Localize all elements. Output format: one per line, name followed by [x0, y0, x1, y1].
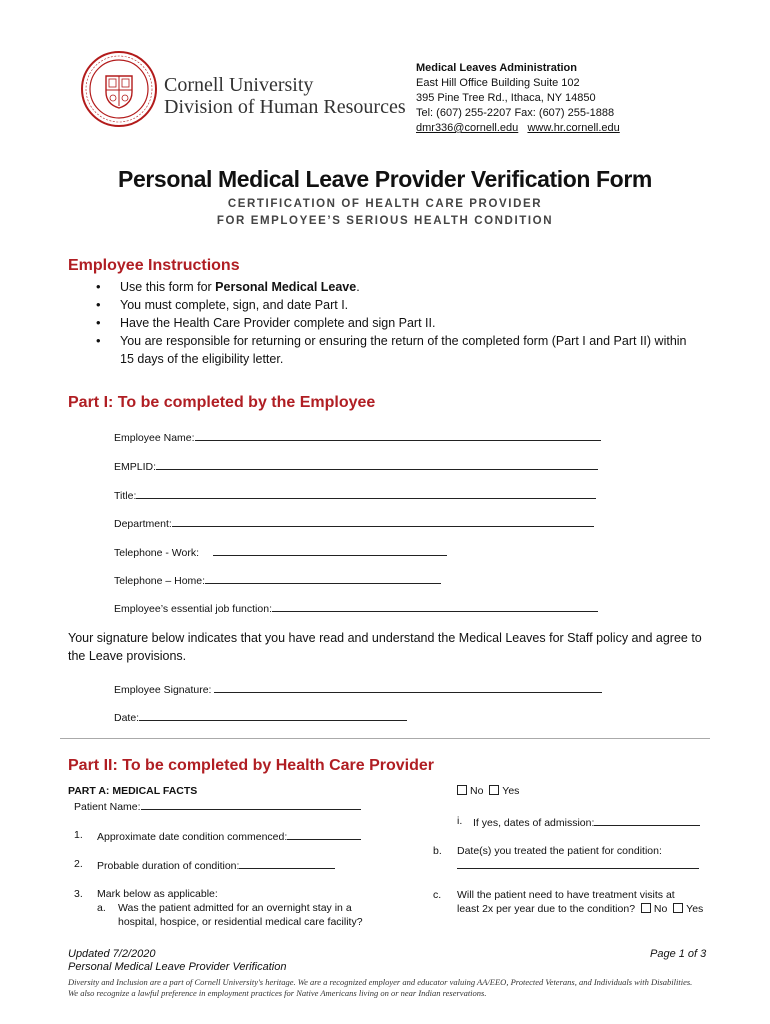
- qc-no-checkbox[interactable]: [641, 903, 651, 913]
- phone-fax: Tel: (607) 255-2207 Fax: (607) 255-1888: [416, 107, 615, 119]
- qb-letter: b.: [433, 845, 442, 857]
- date-field: [114, 710, 407, 724]
- field-label: Title:: [114, 490, 137, 502]
- field-label: EMPLID:: [114, 461, 157, 473]
- university-name: Cornell University: [164, 74, 314, 96]
- q1-field: [97, 829, 361, 843]
- address-line2: 395 Pine Tree Rd., Ithaca, NY 14850: [416, 92, 596, 104]
- form-subtitle-2: FOR EMPLOYEE’S SERIOUS HEALTH CONDITION: [216, 215, 554, 227]
- field-label: Approximate date condition commenced:: [97, 831, 288, 843]
- footer-updated: Updated 7/2/2020: [68, 948, 156, 960]
- address-line1: East Hill Office Building Suite 102: [416, 77, 580, 89]
- telephone-work-field: [114, 545, 447, 559]
- contact-block: [416, 61, 620, 136]
- q1-number: 1.: [74, 829, 83, 841]
- qb-input[interactable]: [457, 868, 699, 869]
- list-item: • Have the Health Care Provider complete and sign Part II.: [90, 314, 690, 332]
- diversity-line1: Diversity and Inclusion are a part of Cornell University's heritage. We are a recognized employer and educator valuing AA/EEO, Protected Veterans, and Individuals with Disabilities.: [68, 977, 693, 987]
- telephone-work-input[interactable]: [213, 545, 447, 556]
- department-input[interactable]: [172, 516, 594, 527]
- field-label: Employee’s essential job function:: [114, 603, 272, 615]
- q3-text: Mark below as applicable:: [97, 888, 218, 900]
- emplid-field: [114, 459, 598, 473]
- qi-number: i.: [457, 815, 463, 827]
- diversity-line2: We also recognize a lawful preference in employment practices for Native Americans living on or near Indian reservations.: [68, 988, 487, 998]
- field-label: Employee Name:: [114, 432, 195, 444]
- website-link[interactable]: www.hr.cornell.edu: [527, 122, 620, 134]
- email-link[interactable]: dmr336@cornell.edu: [416, 122, 519, 134]
- yes-checkbox[interactable]: [489, 785, 499, 795]
- qa-letter: a.: [97, 902, 106, 914]
- field-label: If yes, dates of admission:: [473, 817, 595, 829]
- q2-field: [97, 858, 335, 872]
- footer-diversity-statement: [68, 977, 692, 999]
- no-checkbox[interactable]: [457, 785, 467, 795]
- qi-input[interactable]: [594, 815, 700, 826]
- part-a-heading: PART A: MEDICAL FACTS: [68, 785, 198, 797]
- footer-doc-title: Personal Medical Leave Provider Verification: [68, 961, 287, 973]
- title-input[interactable]: [136, 488, 596, 499]
- qb-text: Date(s) you treated the patient for condition:: [457, 845, 662, 857]
- qa-answer-options: [457, 785, 519, 797]
- department-field: [114, 516, 594, 530]
- q2-number: 2.: [74, 858, 83, 870]
- list-item: • You must complete, sign, and date Part I.: [90, 296, 690, 314]
- form-subtitle-1: CERTIFICATION OF HEALTH CARE PROVIDER: [227, 198, 543, 210]
- section-divider: [60, 738, 710, 739]
- instruction-bold: Personal Medical Leave: [215, 280, 357, 294]
- patient-name-field: [74, 799, 361, 813]
- form-title: Personal Medical Leave Provider Verification Form: [118, 166, 652, 192]
- part1-heading: Part I: To be completed by the Employee: [68, 394, 376, 411]
- qc-line1: Will the patient need to have treatment visits at: [457, 889, 675, 901]
- title-field: [114, 488, 596, 502]
- qc-line2-text: least 2x per year due to the condition?: [457, 903, 636, 915]
- field-label: Probable duration of condition:: [97, 860, 240, 872]
- list-item: [90, 278, 690, 296]
- emplid-input[interactable]: [156, 459, 598, 470]
- employee-name-input[interactable]: [195, 430, 601, 441]
- qc-letter: c.: [433, 889, 442, 901]
- qa-line2: hospital, hospice, or residential medical care facility?: [118, 916, 363, 928]
- job-function-input[interactable]: [272, 601, 598, 612]
- instructions-list: [90, 278, 690, 368]
- instruction-text: .: [356, 280, 360, 294]
- no-label: No: [470, 785, 484, 797]
- list-item: • You are responsible for returning or ensuring the return of the completed form (Part I and Part II) within 15 days of the eligibility letter.: [90, 332, 690, 368]
- q1-input[interactable]: [287, 829, 361, 840]
- employee-signature-input[interactable]: [214, 682, 602, 693]
- qi-field: [473, 815, 700, 829]
- field-label: Department:: [114, 518, 172, 530]
- employee-name-field: [114, 430, 601, 444]
- part2-heading: Part II: To be completed by Health Care Provider: [68, 757, 435, 774]
- field-label: Patient Name:: [74, 801, 141, 813]
- field-label: Date:: [114, 712, 140, 724]
- cornell-seal-logo: [80, 50, 158, 128]
- qa-line1: Was the patient admitted for an overnight stay in a: [118, 902, 352, 914]
- footer-page-number: Page 1 of 3: [650, 948, 707, 960]
- instructions-heading: Employee Instructions: [68, 257, 240, 274]
- qc-line2: [457, 903, 703, 915]
- signature-note: Your signature below indicates that you have read and understand the Medical Leaves for Staff policy and agree to the Leave provisions.: [68, 631, 702, 663]
- instruction-text: Use this form for: [120, 280, 216, 294]
- office-name: Medical Leaves Administration: [416, 62, 577, 74]
- yes-label: Yes: [502, 785, 520, 797]
- q3-number: 3.: [74, 888, 83, 900]
- field-label: Telephone – Home:: [114, 575, 206, 587]
- field-label: Employee Signature:: [114, 684, 212, 696]
- employee-signature-field: [114, 682, 602, 696]
- telephone-home-field: [114, 573, 441, 587]
- job-function-field: [114, 601, 598, 615]
- telephone-home-input[interactable]: [205, 573, 441, 584]
- qc-no-label: No: [653, 903, 668, 915]
- q2-input[interactable]: [239, 858, 335, 869]
- qc-yes-label: Yes: [686, 903, 704, 915]
- qc-yes-checkbox[interactable]: [673, 903, 683, 913]
- patient-name-input[interactable]: [141, 799, 361, 810]
- field-label: Telephone - Work:: [114, 547, 200, 559]
- division-name: Division of Human Resources: [164, 96, 406, 118]
- date-input[interactable]: [139, 710, 407, 721]
